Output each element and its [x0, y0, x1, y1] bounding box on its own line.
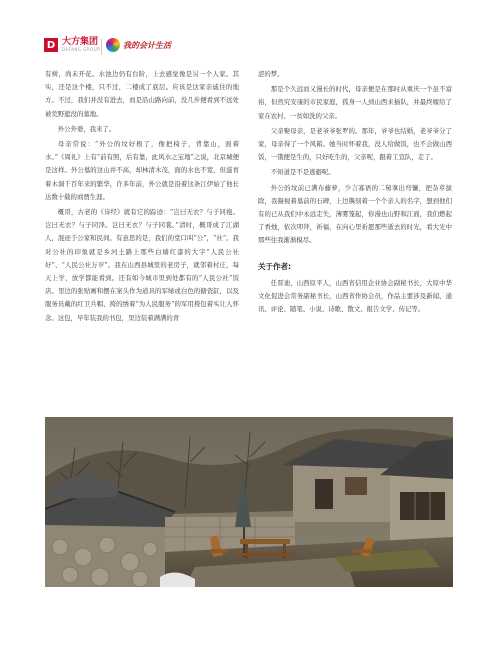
paragraph: 涩的梦。	[258, 70, 284, 78]
brand2-name: 我的会计生活	[123, 40, 171, 50]
paragraph: 不知道是不是逃避呢。	[270, 168, 335, 177]
colorful-star-icon	[106, 38, 120, 52]
paragraph: 概哥，古老的《诗经》就有它的踪迹：“岂曰无衣？与子同袍。岂曰无衣？与子同泽。岂曰无衣？与子同裳。”清时，概哥成了江湖人，混迹于公家和民间。有意思的是，我们的堂口叫“公”，“社”。我对公社的印象就是乡河土路上那些白墙红漆的大字“人民公社好”、“人民公社万岁”。我在山西县城里的老房子，就邻着村庄，每天上学、放学都能看到。还有如今城市里到处都有的“人民公社”饭店。里边的张贴画和摆在案头作为道具的军绿或白色的搪瓷缸，以及服务员戴的红卫兵帽、挎的绣着“为人民服务”的军用挎包着实让人怀念。这包，早年装我的书包，里边装着满满的青	[45, 208, 239, 322]
paragraph: 有树，尚未开花。水池边仍有台阶，上去感觉像是另一个人家。其实，还是这个楼，只不过，二楼成了底层。应该是这家亲戚住的地方。不过，我们并没有进去，而是沿山路向前，没几步便看到不远处被荒野遮没的墓地。	[45, 70, 239, 118]
brand1-subtitle: DAFANG GROUP	[62, 47, 101, 52]
accounting-life-logo	[106, 38, 171, 52]
paragraph: 外公外婆，我来了。	[57, 124, 116, 133]
page-header	[0, 28, 480, 62]
paragraph: 母亲常说：“外公的坟好极了，像把椅子，背靠山，面着水。”《周礼》上有“前有照，后有靠，此风水之宝地”之说，北京城便是这样。外公墓的这山并不高，却林清木茂，面的水也不宽，但滋育着木洞千百年来的繁华，许多年前，外公就是沿着这条江伊始了他长达数十载的商贾生涯。	[45, 140, 239, 201]
paragraph: 那是个久远而又漫长的时代，母亲便是在那时从重庆一个虽不富裕，但然究安康的市民家庭，孤身一人到山西来插队，并最终嫁给了家在农村、一贫如洗的父亲。	[258, 85, 452, 120]
dafang-logo-icon: D	[44, 38, 58, 52]
left-column	[45, 68, 239, 327]
right-column	[258, 68, 452, 318]
paragraph: 外公的坟前已满布藤萝，少言寡语的二舅拿出弯镰，把杂草拔除，我凝视着墓前的石碑，上边镌刻着一个个亲人的名字，想到他们有的已从我们中永远走失，薄雾笼起，你漫也山野和江面，我们燃起了香烛，依次叩拜，祈福，在向心里祈愿那些逝去的时光，看大光中那些往我渐渐模尽。	[258, 183, 452, 245]
about-author-text: 任晋迪，山西原平人，山西省信用企业协会副秘书长，大原中华文化促进会常务副秘书长，山西省作协会员，作品主要涉及新闻、通讯、评论、随笔、小说、诗歌、散文、报告文学、传记等。	[258, 278, 452, 314]
brand1-name: 大方集团	[62, 37, 99, 47]
courtyard-illustration	[45, 417, 453, 587]
header-divider	[101, 39, 102, 55]
dafang-group-logo	[44, 38, 100, 52]
about-author-title: 关于作者:	[258, 261, 291, 271]
paragraph: 父亲娶母亲，是老爷爷张罗的。那年，爷爷也结婚，老爷爷分了家，母亲得了一个风箱。她当时怀着我，没人给做饭，也不会做山西饭，一饿便是生的，只好吃生的，父亲呢，跟着工宣队，走了。	[258, 126, 452, 162]
courtyard-photo	[45, 417, 453, 587]
